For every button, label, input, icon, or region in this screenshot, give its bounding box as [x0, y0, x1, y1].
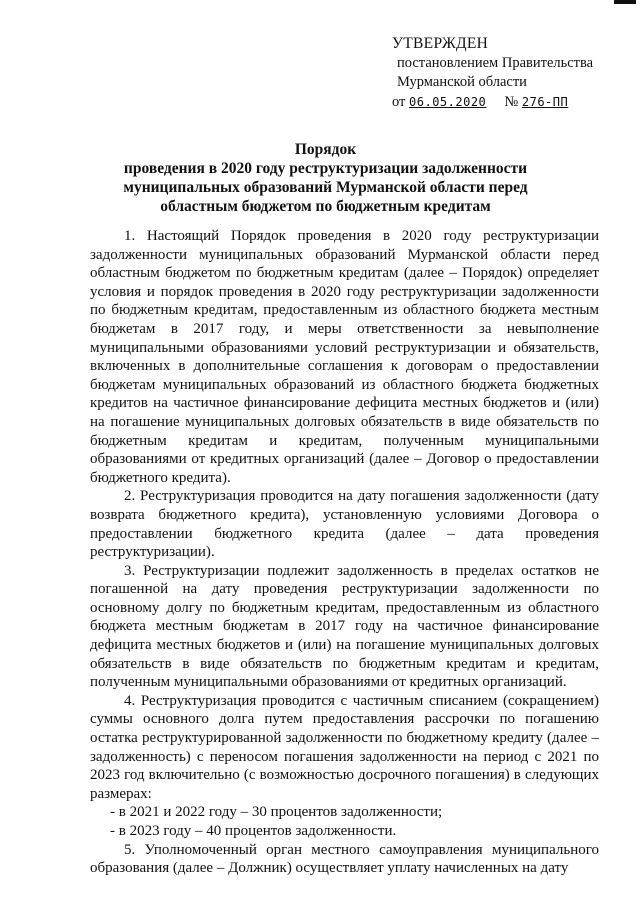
paragraph-1: 1. Настоящий Порядок проведения в 2020 году реструктуризации задолженности муниципальных образований Мурманской области перед областным бюджетом по бюджетным кредитам (далее – Порядок) определяет условия и порядок проведения в 2020 году реструктуризации задолженности по бюджетным кредитам, предоставленным из областного бюджета местным бюджетам в 2017 году, и меры ответственности за невыполнение муниципальными образованиями условий реструктуризации и обязательств, включенных в дополнительные соглашения к договорам о предоставлении бюджетам муниципальных образований из областного бюджета бюджетных кредитов на частичное финансирование дефицита местных бюджетов и (или) на погашение муниципальных долговых обязательств в виде обязательств по бюджетным кредитам и кредитам, полученным муниципальными образованиями от кредитных организаций (далее – Договор о предоставлении бюджетного кредита).	[90, 228, 599, 486]
paragraph-3: 3. Реструктуризации подлежит задолженность в пределах остатков не погашенной на дату проведения реструктуризации задолженности по основному долгу по бюджетным кредитам, предоставленным из областного бюджета местным бюджетам в 2017 году на частичное финансирование дефицита местных бюджетов и (или) на погашение муниципальных долговых обязательств в виде обязательств по бюджетным кредитам и кредитам, полученным муниципальными образованиями от кредитных организаций.	[90, 562, 599, 691]
number-prefix: №	[504, 94, 519, 110]
approval-region: Мурманской области	[397, 74, 527, 90]
scan-mark	[614, 0, 636, 4]
list-item: - в 2021 и 2022 году – 30 процентов задолженности;	[110, 804, 443, 821]
approval-number: 276-ПП	[521, 95, 569, 109]
heading-title: Порядок	[294, 141, 357, 158]
document-heading	[84, 140, 567, 216]
date-prefix: от	[392, 94, 406, 110]
approval-stamp	[392, 34, 632, 112]
paragraph-4: 4. Реструктуризация проводится с частичным списанием (сокращением) суммы основного долга путем предоставления рассрочки по погашению остатка реструктурированной задолженности по бюджетному кредиту (далее – задолженность) с переносом погашения задолженности на период с 2021 по 2023 год включительно (с возможностью досрочного погашения) в следующих размерах:	[90, 692, 599, 802]
heading-subtitle: проведения в 2020 году реструктуризации задолженности муниципальных образований Мурманской области перед областным бюджетом по бюджетным кредитам	[123, 160, 528, 215]
paragraph-5: 5. Уполномоченный орган местного самоуправления муниципального образования (далее – Должник) осуществляет уплату начисленных на дату	[90, 841, 599, 877]
approval-by: постановлением Правительства	[397, 55, 594, 71]
paragraph-2: 2. Реструктуризация проводится на дату погашения задолженности (дату возврата бюджетного кредита), установленную условиями Договора о предоставлении бюджетного кредита (далее – дата проведения реструктуризации).	[90, 488, 599, 561]
approval-date: 06.05.2020	[409, 95, 487, 109]
list-item: - в 2023 году – 40 процентов задолженности.	[110, 823, 397, 839]
document-body	[90, 227, 599, 878]
approval-title: УТВЕРЖДЕН	[392, 35, 489, 52]
approval-date-line	[392, 93, 632, 112]
